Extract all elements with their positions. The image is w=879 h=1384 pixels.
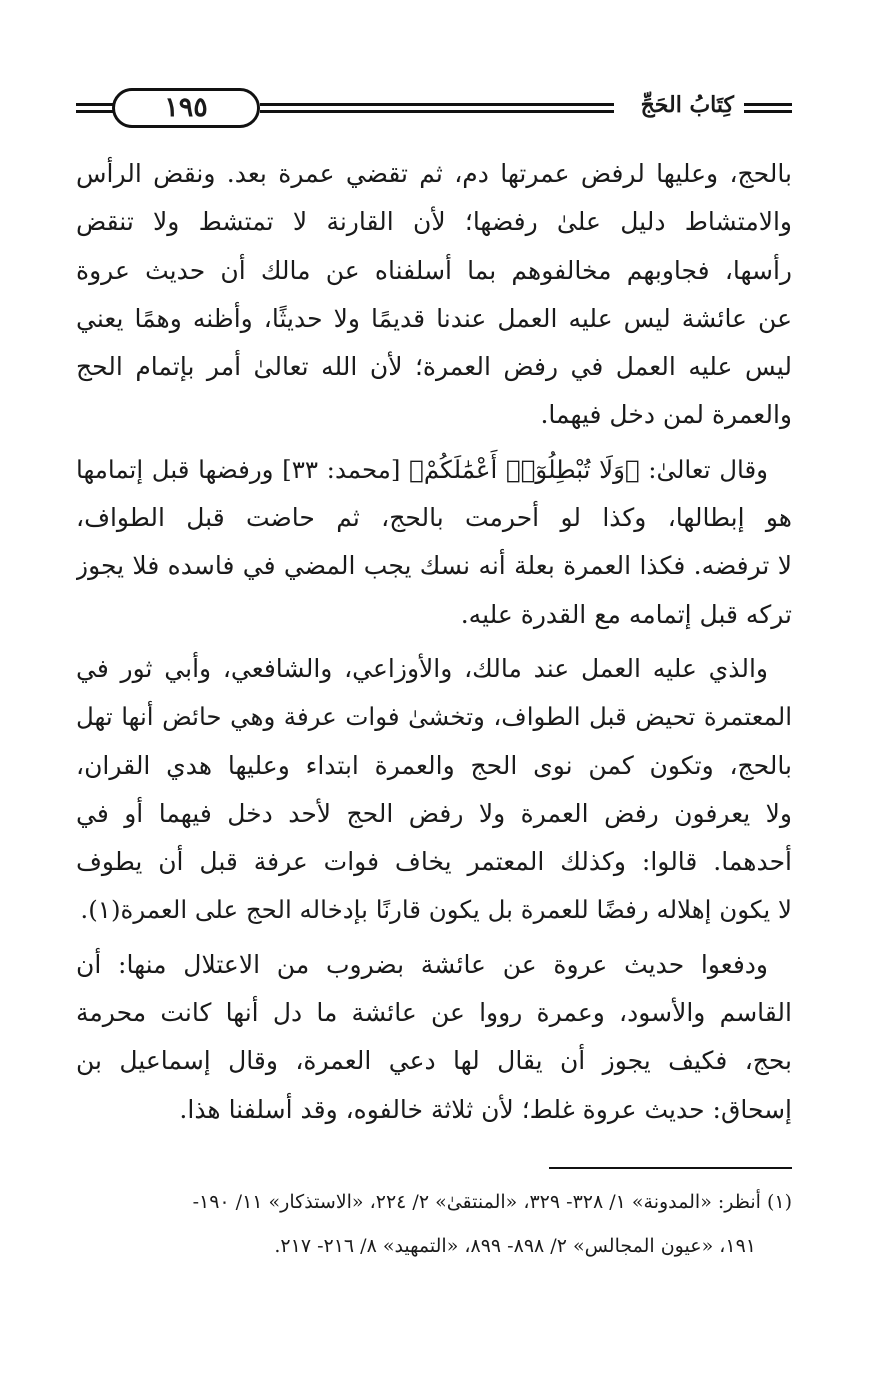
header-rule bbox=[260, 110, 614, 113]
paragraph bbox=[76, 645, 792, 935]
text-line: بحج، فكيف يجوز أن يقال لها دعي العمرة، وقال إسماعيل بن bbox=[76, 1046, 792, 1076]
footnotes bbox=[76, 1180, 792, 1268]
text-line: ودفعوا حديث عروة عن عائشة بضروب من الاعتلال منها: أن bbox=[76, 949, 768, 979]
text-line: وقال تعالىٰ: ﴿وَلَا تُبْطِلُوٓا۟ أَعْمَٰلَكُمْ﴾ [محمد: ٣٣] ورفضها قبل إتمامها bbox=[76, 454, 768, 484]
page-number: ١٩٥ bbox=[112, 88, 260, 128]
text-line: عن عائشة ليس عليه العمل عندنا قديمًا ولا حديثًا، وأظنه وهمًا يعني bbox=[76, 303, 792, 333]
text-line: والذي عليه العمل عند مالك، والأوزاعي، والشافعي، وأبي ثور في bbox=[76, 653, 768, 683]
text-line: والامتشاط دليل علىٰ رفضها؛ لأن القارنة لا تمتشط ولا تنقض bbox=[76, 207, 792, 237]
text-line: لا ترفضه. فكذا العمرة بعلة أنه نسك يجب المضي في فاسده فلا يجوز bbox=[76, 551, 792, 581]
text-line: رأسها، فجاوبهم مخالفوهم بما أسلفناه عن مالك أن حديث عروة bbox=[76, 255, 792, 285]
text-line: ليس عليه العمل في رفض العمرة؛ لأن الله تعالىٰ أمر بإتمام الحج bbox=[76, 352, 792, 382]
header-rule bbox=[744, 103, 792, 106]
footnote-line: (١) أنظر: «المدونة» ١/ ٣٢٨- ٣٢٩، «المنتقىٰ» ٢/ ٢٢٤، «الاستذكار» ١١/ ١٩٠- bbox=[192, 1191, 792, 1213]
paragraph bbox=[76, 941, 792, 1134]
header-rule bbox=[260, 103, 614, 106]
text-line: أحدهما. قالوا: وكذلك المعتمر يخاف فوات عرفة قبل أن يطوف bbox=[76, 847, 792, 877]
text-line: ولا يعرفون رفض العمرة ولا رفض الحج لأحد دخل فيهما أو في bbox=[76, 798, 792, 828]
running-title: كِتَابُ الحَجِّ bbox=[640, 92, 734, 118]
text-line: إسحاق: حديث عروة غلط؛ لأن ثلاثة خالفوه، وقد أسلفنا هذا. bbox=[179, 1094, 792, 1124]
header-rule bbox=[744, 110, 792, 113]
text-line: القاسم والأسود، وعمرة رووا عن عائشة ما دل أنها كانت محرمة bbox=[76, 998, 792, 1028]
footnote-line: ١٩١، «عيون المجالس» ٢/ ٨٩٨- ٨٩٩، «التمهيد» ٨/ ٢١٦- ٢١٧. bbox=[274, 1235, 756, 1257]
paragraph bbox=[76, 150, 792, 440]
text-line: هو إبطالها، وكذا لو أحرمت بالحج، ثم حاضت قبل الطواف، bbox=[76, 503, 792, 533]
text-line: تركه قبل إتمامه مع القدرة عليه. bbox=[460, 599, 792, 629]
text-line: بالحج، وتكون كمن نوى الحج والعمرة ابتداء وعليها هدي القران، bbox=[76, 750, 792, 780]
text-line: والعمرة لمن دخل فيهما. bbox=[540, 400, 792, 430]
paragraph bbox=[76, 446, 792, 639]
text-line: المعتمرة تحيض قبل الطواف، وتخشىٰ فوات عرفة وهي حائض أنها تهل bbox=[76, 702, 792, 732]
text-line: بالحج، وعليها لرفض عمرتها دم، ثم تقضي عمرة بعد. ونقض الرأس bbox=[76, 159, 792, 188]
page-header bbox=[76, 84, 792, 132]
text-line: لا يكون إهلاله رفضًا للعمرة بل يكون قارنًا بإدخاله الحج على العمرة(١). bbox=[80, 895, 792, 925]
footnote-separator bbox=[549, 1167, 792, 1169]
main-text bbox=[76, 150, 792, 1140]
